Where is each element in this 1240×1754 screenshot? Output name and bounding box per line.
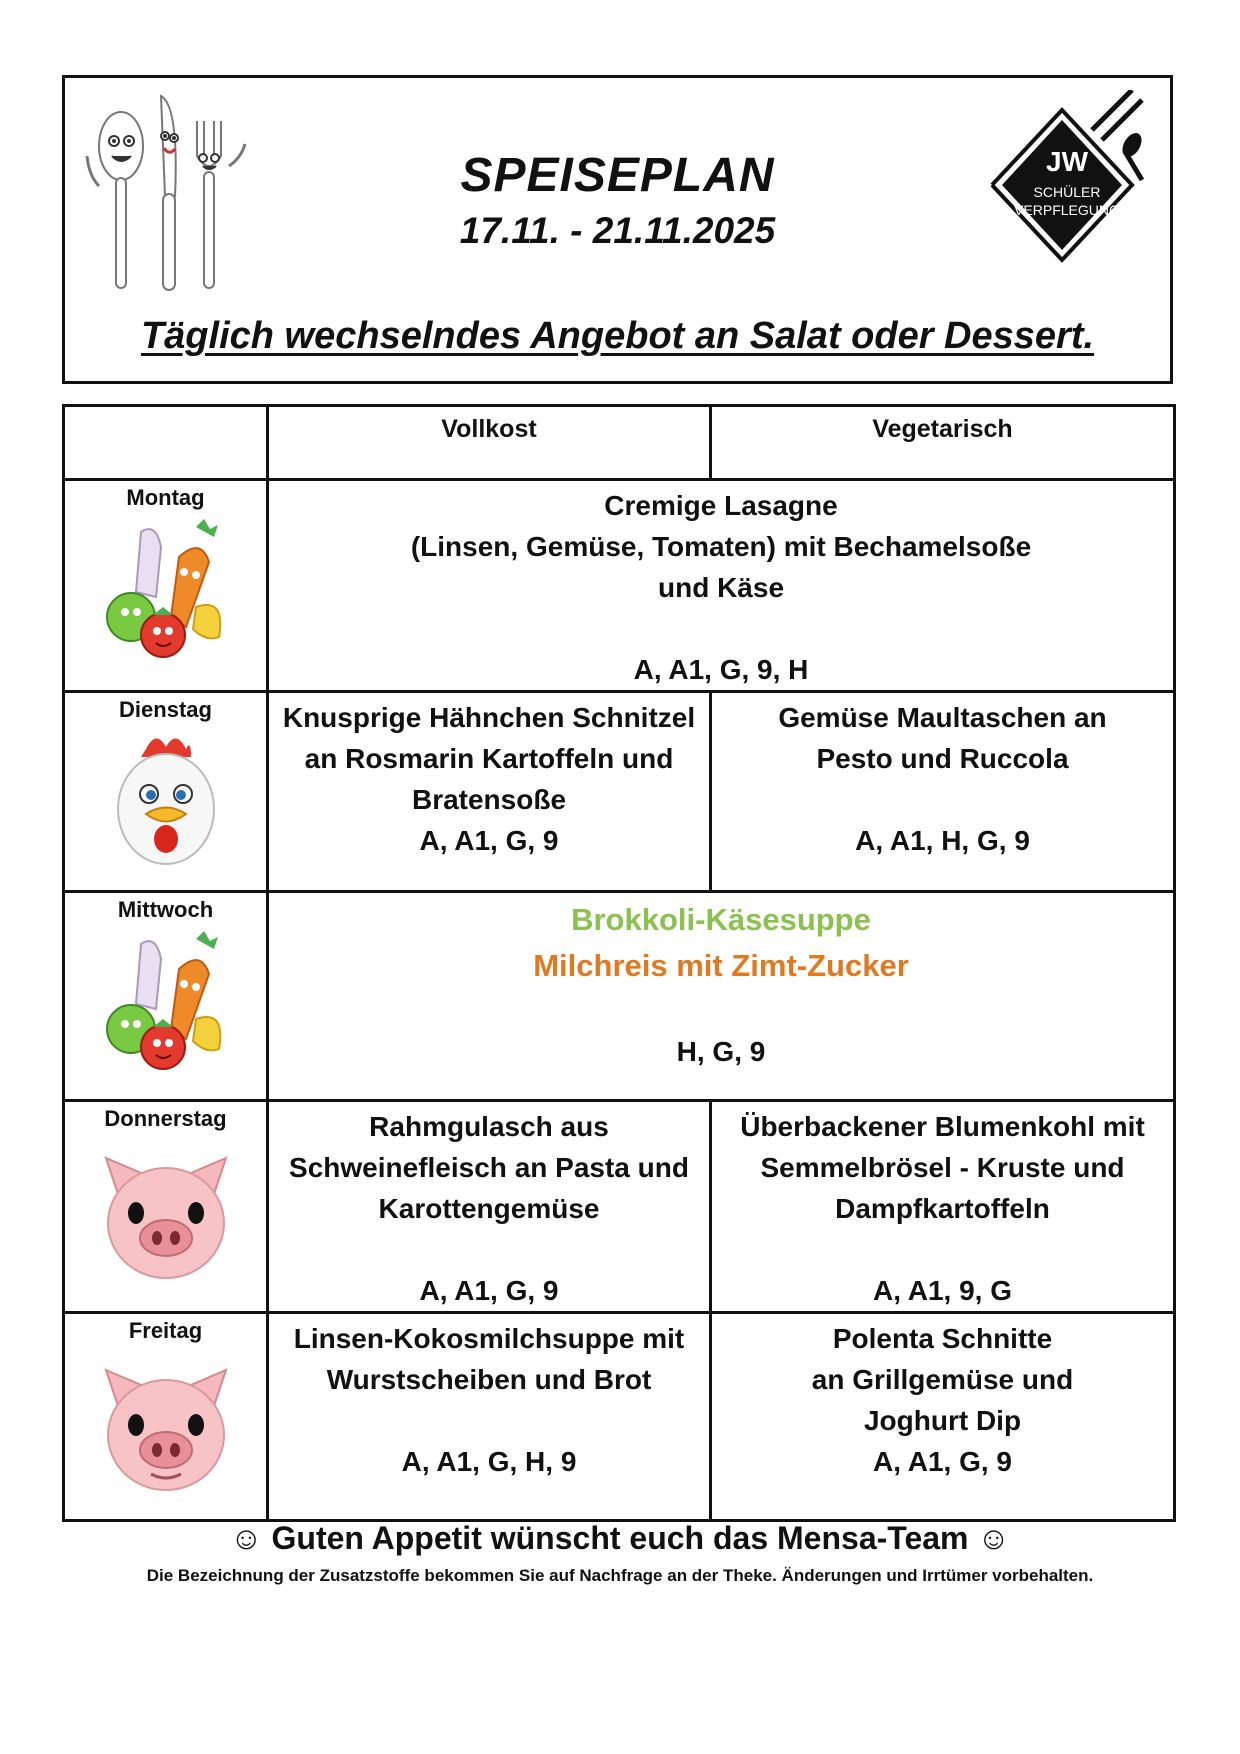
main-dish: Milchreis mit Zimt-Zucker	[533, 948, 909, 983]
table-row	[64, 480, 1175, 692]
spacer	[269, 608, 1173, 649]
pig-icon	[96, 1350, 236, 1500]
vegetables-icon	[101, 929, 231, 1079]
dish-cell-donnerstag-vollkost	[268, 1101, 711, 1313]
chicken-icon	[111, 729, 221, 869]
allergen-codes: A, A1, G, 9	[872, 1446, 1012, 1477]
day-cell-montag	[64, 480, 268, 692]
allergen-codes: A, A1, H, G, 9	[855, 825, 1030, 856]
day-name: Montag	[126, 485, 205, 510]
spacer	[269, 989, 1173, 1031]
dish-line: an Rosmarin Kartoffeln und	[304, 743, 674, 774]
dish-line: Überbackener Blumenkohl mit	[740, 1111, 1145, 1142]
dish-line: Wurstscheiben und Brot	[326, 1364, 652, 1395]
dish-line: Knusprige Hähnchen Schnitzel	[282, 702, 696, 733]
dish-cell-mittwoch	[268, 892, 1175, 1101]
table-row	[64, 1313, 1175, 1521]
footer-note: Die Bezeichnung der Zusatzstoffe bekommen Sie auf Nachfrage an der Theke. Änderungen und Irrtümer vorbehalten.	[146, 1566, 1094, 1585]
dish-line: Cremige Lasagne	[604, 490, 838, 521]
dish-line: Schweinefleisch an Pasta und	[289, 1152, 689, 1183]
day-name: Mittwoch	[117, 897, 214, 922]
dish-cell-donnerstag-vegetarisch	[711, 1101, 1175, 1313]
allergen-codes: A, A1, 9, G	[872, 1275, 1012, 1306]
column-header-vollkost: Vollkost	[268, 406, 711, 480]
spacer	[712, 1229, 1173, 1270]
day-cell-freitag	[64, 1313, 268, 1521]
dish-line: (Linsen, Gemüse, Tomaten) mit Bechamelsoße	[410, 531, 1032, 562]
dish-line: Gemüse Maultaschen an	[778, 702, 1107, 733]
dish-line: Karottengemüse	[378, 1193, 600, 1224]
dish-line: an Grillgemüse und	[811, 1364, 1074, 1395]
allergen-codes: A, A1, G, H, 9	[401, 1446, 577, 1477]
menu-table	[62, 404, 1176, 1522]
table-row	[64, 692, 1175, 892]
table-row	[64, 1101, 1175, 1313]
dish-cell-montag	[268, 480, 1175, 692]
allergen-codes: A, A1, G, 9	[419, 825, 559, 856]
column-header-vegetarisch: Vegetarisch	[711, 406, 1175, 480]
dish-cell-freitag-vollkost	[268, 1313, 711, 1521]
dish-cell-freitag-vegetarisch	[711, 1313, 1175, 1521]
allergen-codes: A, A1, G, 9	[419, 1275, 559, 1306]
allergen-codes: H, G, 9	[676, 1036, 766, 1067]
day-cell-donnerstag	[64, 1101, 268, 1313]
school-logo	[982, 90, 1152, 290]
dish-line: Linsen-Kokosmilchsuppe mit	[293, 1323, 685, 1354]
header-box	[62, 75, 1173, 384]
dish-line: Pesto und Ruccola	[816, 743, 1069, 774]
day-name: Donnerstag	[104, 1106, 227, 1131]
dish-line: Dampfkartoffeln	[835, 1193, 1050, 1224]
table-row	[64, 892, 1175, 1101]
day-name: Dienstag	[119, 697, 212, 722]
vegetables-icon	[101, 517, 231, 667]
greeting-line: ☺ Guten Appetit wünscht euch das Mensa-Team ☺	[229, 1520, 1011, 1556]
soup-dish: Brokkoli-Käsesuppe	[571, 902, 871, 937]
spacer	[269, 1400, 709, 1441]
table-header-row	[64, 406, 1175, 480]
dish-line: Bratensoße	[411, 784, 567, 815]
logo-line2: VERPFLEGUNG	[1014, 202, 1120, 218]
dish-cell-dienstag-vegetarisch	[711, 692, 1175, 892]
day-cell-dienstag	[64, 692, 268, 892]
day-name: Freitag	[128, 1318, 203, 1343]
dish-line: Joghurt Dip	[863, 1405, 1022, 1436]
header-cell-empty	[64, 406, 268, 480]
dish-line: Polenta Schnitte	[832, 1323, 1053, 1354]
spacer	[269, 1229, 709, 1270]
dish-line: und Käse	[657, 572, 785, 603]
dish-line: Rahmgulasch aus	[369, 1111, 609, 1142]
logo-line1: SCHÜLER	[1033, 184, 1101, 200]
logo-initials: JW	[1046, 146, 1088, 177]
day-cell-mittwoch	[64, 892, 268, 1101]
allergen-codes: A, A1, G, 9, H	[633, 654, 809, 685]
spacer	[712, 779, 1173, 820]
page-title: SPEISEPLAN	[460, 149, 775, 202]
date-range: 17.11. - 21.11.2025	[459, 210, 776, 251]
dish-line: Semmelbrösel - Kruste und	[760, 1152, 1125, 1183]
dish-cell-dienstag-vollkost	[268, 692, 711, 892]
pig-icon	[96, 1138, 236, 1288]
daily-slogan: Täglich wechselndes Angebot an Salat oder Dessert.	[140, 315, 1095, 357]
